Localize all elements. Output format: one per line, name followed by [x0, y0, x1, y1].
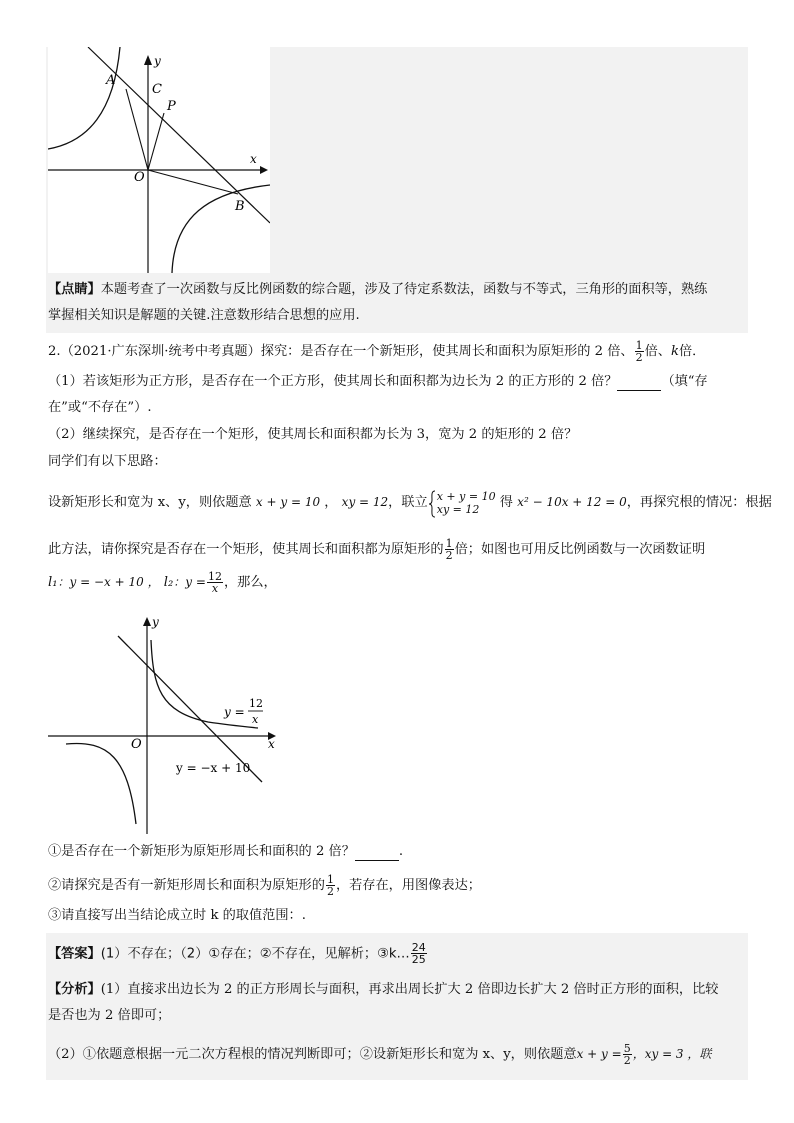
lianli-text: ，联立 [388, 495, 428, 510]
origin-label: O [131, 737, 142, 752]
q2-line-method [48, 538, 705, 561]
fraction-one-half [635, 340, 644, 363]
q2-part1-cont [48, 399, 152, 417]
frac-den: 2 [623, 1054, 631, 1067]
frac-num: 1 [635, 339, 643, 352]
frac-num: 1 [326, 873, 334, 886]
frac-den: 2 [445, 549, 453, 562]
frac-num: 1 [445, 537, 453, 550]
q2-part1-text: （1）若该矩形为正方形，是否存在一个正方形，使其周长和面积都为边长为 2 的正方形的 2 倍？ [48, 374, 618, 389]
line-label: y = −x + 10 [176, 761, 251, 775]
de-text: 得 [499, 495, 513, 510]
analysis-line-3 [48, 1043, 711, 1066]
fraction-12-over-x [207, 571, 223, 594]
label-P: P [167, 99, 176, 114]
q2-set-line: 设新矩形长和宽为 x、y，则依题意 x + y = 10 ， xy = 12，联立 x + y = 10 xy = 12 得 x² − 10x + 12 = 0，再探究根的情况：根据 [48, 489, 772, 516]
label-C: C [152, 82, 162, 97]
var-k: k [671, 344, 679, 359]
q2-part1-hint-end: 在”或“不存在”）. [48, 400, 152, 415]
q2-part1-hint: （填“存 [661, 374, 708, 389]
subq-2-text: ②请探究是否有一新矩形周长和面积为原矩形的 [48, 878, 325, 893]
q2-ideas-text: 同学们有以下思路： [48, 454, 167, 469]
equation-product: xy = 12 [341, 495, 389, 509]
brace-icon [428, 490, 436, 518]
l1-symbol: l₁ [48, 575, 58, 590]
q2-intro-text: 2.（2021·广东深圳·统考中考真题）探究：是否存在一个新矩形，使其周长和面积为原矩形的 2 倍、 [48, 344, 634, 359]
analysis-text-2: 是否也为 2 倍即可； [48, 1008, 171, 1023]
q2-part2-text: （2）继续探究，是否存在一个矩形，使其周长和面积都为长为 3，宽为 2 的矩形的 2 倍？ [48, 427, 578, 442]
graph-hyperbola-and-line [48, 612, 280, 834]
answer-blank-2[interactable] [355, 847, 399, 861]
subq-2 [48, 874, 481, 897]
fraction-24-25 [411, 942, 427, 965]
analysis-text-3b: ，xy = 3 ，联 [632, 1047, 712, 1061]
q2-lines-def [48, 571, 277, 594]
dianjing-text-1: 本题考查了一次函数与反比例函数的综合题，涉及了待定系数法，函数与不等式，三角形的面积等，熟练 [100, 282, 708, 297]
subq-1-text: ①是否存在一个新矩形为原矩形周长和面积的 2 倍？ [48, 844, 355, 859]
dianjing-line-2 [48, 307, 360, 325]
frac-num: 24 [411, 941, 426, 954]
method-text: 此方法，请你探究是否存在一个矩形，使其周长和面积都为原矩形的 [48, 542, 444, 557]
fraction-5-over-2 [623, 1043, 632, 1066]
analysis-text-1: (1）直接求出边长为 2 的正方形周长与面积，再求出周长扩大 2 倍即边长扩大 2 倍时正方形的面积，比较 [100, 982, 719, 997]
label-A: A [106, 73, 116, 88]
q2-part1 [48, 373, 708, 391]
fraction-one-half-2 [445, 538, 454, 561]
method-text-b: 倍；如图也可用反比例函数与一次函数证明 [454, 542, 706, 557]
frac-den: 25 [411, 953, 426, 966]
analysis-equation: x + y = [576, 1047, 622, 1061]
fraction-one-half-3 [326, 874, 335, 897]
axis-label-y: y [152, 615, 159, 629]
curve-label-pre: y = [224, 705, 245, 719]
label-B: B [235, 199, 245, 214]
quadratic-equation: x² − 10x + 12 = 0 [517, 495, 627, 509]
l1-equation: ：y = −x + 10 ， [57, 575, 160, 589]
label-O: O [134, 170, 145, 185]
answer-line [48, 942, 428, 965]
q2-part2 [48, 426, 577, 444]
l2-symbol: l₂ [163, 575, 174, 590]
q2-intro-c: 倍． [679, 344, 706, 359]
analysis-tag: 【分析】 [48, 982, 101, 997]
system-eq-1: x + y = 10 [436, 489, 496, 503]
answer-blank-1[interactable] [617, 377, 661, 391]
l2-tail: ，那么， [223, 575, 277, 590]
curve-label-num: 12 [249, 697, 263, 710]
label-y: y [154, 54, 161, 68]
graph-hyperbola-line-triangle [48, 47, 270, 273]
analysis-line-1 [48, 981, 718, 999]
frac-den: 2 [326, 885, 334, 898]
answer-tag: 【答案】 [48, 946, 101, 962]
q2-intro-b: 倍、 [644, 344, 671, 359]
answer-text: (1）不存在；（2）①存在；②不存在，见解析；③k… [100, 946, 410, 962]
subq-1 [48, 843, 403, 861]
system-eq-2: xy = 12 [436, 502, 480, 516]
set-text-b: ，再探究根的情况：根据 [626, 495, 772, 510]
q2-ideas [48, 453, 167, 471]
dianjing-line-1 [48, 281, 707, 299]
dianjing-text-2: 掌握相关知识是解题的关键.注意数形结合思想的应用. [48, 308, 360, 323]
subq-1-end: . [398, 844, 404, 859]
l2-equation: ：y = [173, 575, 206, 589]
subq-3-text: ③请直接写出当结论成立时 k 的取值范围：. [48, 908, 306, 923]
frac-den: 2 [635, 351, 643, 364]
axis-label-x: x [268, 737, 275, 751]
frac-num: 12 [207, 570, 222, 583]
frac-num: 5 [623, 1042, 631, 1055]
analysis-line-2 [48, 1007, 170, 1025]
subq-3 [48, 907, 306, 925]
q2-intro [48, 340, 705, 363]
analysis-text-3: （2）①依题意根据一元二次方程根的情况判断即可；②设新矩形长和宽为 x、y，则依题意 [48, 1047, 577, 1062]
frac-den: x [211, 582, 219, 595]
label-x: x [250, 152, 257, 166]
equation-system [428, 490, 496, 516]
curve-label-den: x [252, 713, 259, 726]
subq-2-text-b: ，若存在，用图像表达； [335, 878, 481, 893]
equation-sum: x + y = 10 [255, 495, 321, 509]
dianjing-tag: 【点睛】 [48, 282, 101, 297]
set-text: 设新矩形长和宽为 x、y，则依题意 [48, 495, 252, 510]
